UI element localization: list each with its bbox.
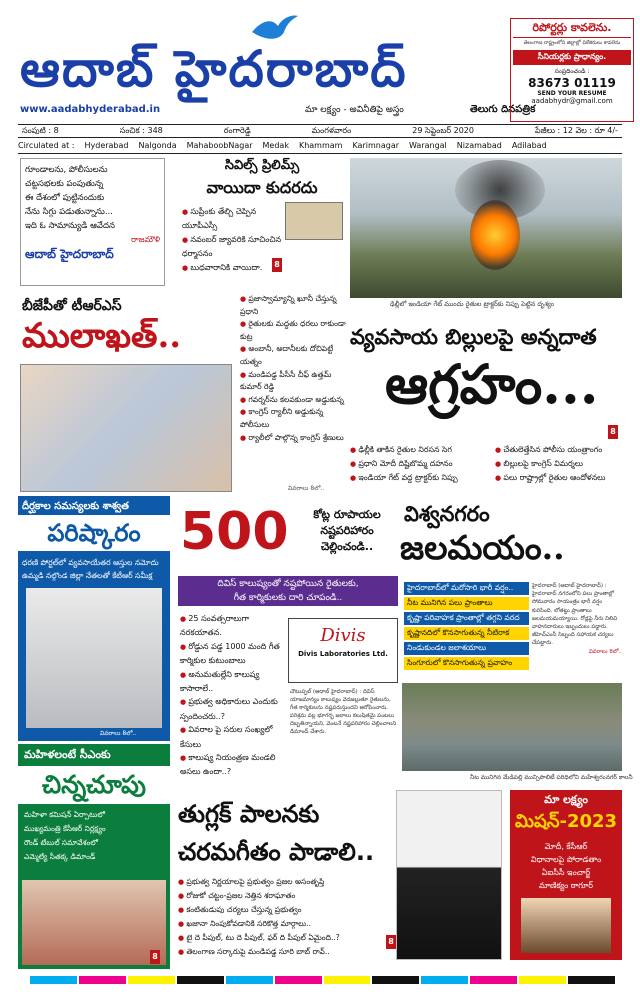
divis-point: ● 25 సంవత్సరాలుగా నరకయాతన.: [180, 612, 290, 640]
farm-points-left: [350, 443, 492, 485]
black-swatch: [568, 976, 615, 984]
magenta-swatch: [79, 976, 126, 984]
farm-point: ● ఇండియా గేట్ వద్ద ట్రాక్టర్‌కు నిప్పు: [350, 471, 492, 485]
ktr-headline: పరిష్కారం: [18, 515, 170, 551]
leader-photo: [396, 790, 502, 960]
divis-point: ● కాలుష్య నియంత్రణ మండలి అసలు ఉందా..?: [180, 751, 290, 779]
poem-signature: రాజమౌళి: [131, 235, 160, 244]
bjp-point: ● కాంగ్రెస్ ర్యాలీని అడ్డుకున్న పోలీసులు: [240, 406, 346, 431]
civils-kicker: సివిల్స్ ప్రిలిమ్స్: [224, 158, 300, 173]
page-8-badge: 8: [608, 425, 618, 439]
poem-brand: ఆదాబ్ హైదరాబాద్: [25, 247, 114, 261]
divis-headline-line: నష్టపరిహారం: [320, 524, 374, 537]
poem-line: గూండాలను, పోలీసులను: [25, 165, 108, 175]
ad-desc: తెలంగాణ రాష్ట్రంలోని జిల్లాల్లో విలేకరులు కావలెను: [523, 40, 621, 46]
manickam-photo: [521, 898, 611, 953]
divis-banner: [178, 576, 398, 606]
mission-line: మోదీ, కేసీఆర్: [544, 842, 588, 851]
tughlaq-point: ● టై దె పీపుల్, టు దె పీపుల్, ఫర్ ది పీపుల్ ఏమైంది..?: [178, 931, 400, 945]
magenta-swatch: [470, 976, 517, 984]
circulation-place: Nalgonda: [138, 141, 177, 150]
pages-price: పేజీలు : 12 వెల : రూ 4/-: [535, 125, 618, 135]
printer-color-bar: [30, 976, 615, 984]
women-sub-line: మహిళా కమిషన్ ఏర్పాటులో: [24, 810, 105, 819]
magenta-swatch: [275, 976, 322, 984]
women-kicker: మహిళలంటే సీఎంకు: [24, 748, 111, 761]
bjp-point: ● అంబానీ, అదానీలకు దోచిపెట్టే యత్నం: [240, 343, 346, 368]
yellow-swatch: [519, 976, 566, 984]
civils-headline: వాయిదా కుదరదు: [206, 178, 318, 197]
rain-more-link[interactable]: వివరాలు 8లో..: [588, 648, 622, 655]
rain-paragraph: [532, 582, 622, 656]
ad-send: SEND YOUR RESUME: [537, 90, 607, 97]
divis-point: ● రోడ్డున పడ్డ 1000 మంది గీత కార్మికుల కుటుంబాలు: [180, 640, 290, 668]
poem-line: ఈ దేశంలో పుట్టినందుకు: [25, 193, 105, 203]
cyan-swatch: [226, 976, 273, 984]
divis-point: ● అనుమతుల్లేని కాలుష్య కాసారాలే..: [180, 668, 290, 696]
women-sub: [24, 808, 169, 864]
mission-line: ఏఐసీసీ ఇంచార్జ్: [541, 868, 591, 877]
circulation-place: MahaboobNagar: [186, 141, 253, 150]
cyan-swatch: [30, 976, 77, 984]
tagline: మా లక్ష్యం - అవినీతిపై అస్త్రం: [305, 105, 404, 115]
farm-point: ● ఢిల్లీకి తాకిన రైతుల నిరసన సెగ: [350, 443, 492, 457]
civils-point: ● నవంబర్ జ్యావరికి సూచించిన ధర్మాసనం: [182, 233, 282, 261]
mission-2023-box: [510, 790, 622, 960]
day: మంగళవారం: [311, 125, 352, 135]
ktr-more-link[interactable]: వివరాలు 8లో..: [100, 730, 137, 737]
ktr-kicker: దీర్ఘకాల సమస్యలకు శాశ్వత: [22, 501, 129, 512]
civils-point: ● సుప్రీంకు తేల్చి చెప్పిన యూపీఎస్సీ: [182, 205, 282, 233]
poem-line: నేను సిగ్గు పడుతున్నాను...: [25, 207, 113, 217]
ktr-sub: [22, 556, 167, 582]
supreme-court-image: [285, 202, 343, 240]
mission-line: విధానాలపై పోరాడతాం: [530, 855, 602, 864]
poem-box: [20, 158, 165, 286]
divis-company: Divis Laboratories Ltd.: [298, 650, 388, 658]
circulation-place: Medak: [262, 141, 289, 150]
cyan-swatch: [421, 976, 468, 984]
ad-highlight: సీనియర్లకు ప్రాధాన్యం.: [513, 50, 631, 65]
farm-point: ● చేతులెత్తేసిన పోలీసు యంత్రాంగం: [495, 443, 630, 457]
fire-shape: [470, 200, 520, 270]
rain-kicker: విశ్వనగరం: [404, 502, 490, 526]
divis-headline-line: కోట్ల రూపాయల: [313, 508, 381, 521]
divis-points: [180, 612, 290, 779]
paper-type: తెలుగు దినపత్రిక: [470, 104, 536, 115]
bjp-headline: ములాఖత్..: [22, 316, 182, 356]
tughlaq-point: ● రోజుకో చట్టం-ప్రజల నెత్తిన శరాఘాతం: [178, 889, 400, 903]
rain-rows: [404, 580, 529, 672]
reporters-wanted-ad: [510, 18, 634, 122]
farm-point: ● బిల్లులపై కాంగ్రెస్ విమర్శలు: [495, 457, 630, 471]
volume: సంపుటి : 8: [22, 125, 59, 135]
bjp-point: ● గవర్నర్‌ను కలవకుండా అడ్డుకున్న: [240, 394, 346, 407]
rain-row: హైదరాబాద్‌లో మరోసారి భారీ వర్షం..: [404, 582, 529, 595]
divis-logo-text: Divis: [320, 625, 366, 646]
tughlaq-point: ● తెలంగాణ సర్కారుపై మండిపడ్డ సూరి బాబ్ రావ్..: [178, 945, 400, 959]
bjp-point: ● మండిపడ్డ పీసీసీ చీఫ్ ఉత్తమ్ కుమార్ రెడ్డి: [240, 369, 346, 394]
issue: సంచిక : 348: [119, 125, 163, 135]
page-8-badge: 8: [150, 950, 160, 964]
mission-headline: మిషన్-2023: [514, 811, 618, 832]
page-8-badge: 8: [386, 935, 396, 949]
women-sub-line: ముఖ్యమంత్రి కేసీఆర్ నిర్లక్ష్యం: [24, 824, 106, 833]
bjp-point: ● రైతులకు మద్దతు ధరలు రాకుండా కుట్ర: [240, 318, 346, 343]
mission-lines: [510, 840, 622, 892]
rain-row: సింగూరులో కొనసాగుతున్న ప్రవాహం: [404, 657, 529, 670]
mission-line: మాణిక్యం ఠాగూర్: [538, 881, 593, 890]
circulation-place: Adilabad: [511, 141, 547, 150]
divis-point: ● వివరాల పై సరుల సంఖ్యలో కేసులు: [180, 723, 290, 751]
divis-banner-line: గీత కార్మికులకు దారి చూపండి..: [233, 593, 343, 603]
bjp-point: ● ప్రజాస్వామ్యాన్ని ఖూనీ చేస్తున్న ప్రధాని: [240, 293, 346, 318]
women-sub-line: రౌండ్ టేబుల్ సమావేశంలో: [24, 838, 98, 847]
circulation-place: Hyderabad: [84, 141, 129, 150]
farm-point: ● ప్రధాని మోదీ దిష్టిబొమ్మ దహనం: [350, 457, 492, 471]
circulation-label: Circulated at :: [18, 141, 75, 150]
poem-line: చట్టసభలకు పంపుతున్న: [25, 179, 104, 189]
flood-photo: [402, 683, 622, 771]
circulation-place: Warangal: [409, 141, 447, 150]
date: 29 సెప్టెంబర్ 2020: [412, 125, 474, 135]
ktr-photo: [26, 588, 162, 728]
civils-point: ● బుధవారానికి వాయిదా.: [182, 261, 342, 275]
farm-points-right: [495, 443, 630, 485]
black-swatch: [372, 976, 419, 984]
women-sub-line: ఎమ్మెల్యే సీతక్క డిమాండ్: [24, 852, 96, 861]
bjp-points: [240, 293, 346, 444]
poem-line: ఇది ఓ సామాన్యుడి ఆవేదన: [25, 221, 115, 231]
farm-kicker: వ్యవసాయ బిల్లులపై అన్నదాత: [350, 325, 597, 349]
rain-row: నిండుకుండల జలాశయాలు: [404, 642, 529, 655]
tughlaq-point: ● ప్రభుత్వ నిర్ణయాలపై ప్రభుత్వం ప్రజల అసంతృప్తి: [178, 875, 400, 889]
circulation-place: Khammam: [298, 141, 343, 150]
page-8-badge: 8: [272, 258, 282, 272]
ktr-sub-line: ధరణి పోర్టల్‌లో వ్యవసాయేతర ఆస్తుల నమోదు: [22, 558, 159, 567]
ktr-sub-line: ఉమ్మడి నల్గొండ జిల్లా నేతలతో కేటీఆర్ సమీక్ష: [22, 571, 153, 580]
mission-kicker: మా లక్ష్యం: [544, 793, 588, 806]
rain-row: కృష్ణా పరివాహక ప్రాంతాల్లో తగ్గని వరద: [404, 612, 529, 625]
farm-point: ● పలు రాష్ట్రాల్లో రైతుల ఆందోళనలు: [495, 471, 630, 485]
tractor-caption: ఢిల్లీలో ఇండియా గేట్ ముందు రైతుల ట్రాక్టర్‌కు నిప్పు పెట్టిన దృశ్యం: [390, 300, 555, 308]
divis-logo: [288, 618, 398, 683]
rain-para-text: హైదరాబాద్ (ఆదాబ్ హైదరాబాద్) : హైదరాబాద్ నగరంలోని పలు ప్రాంతాల్లో సోమవారం సాయంత్రం భారీ వర్షం కురిసింది. లోతట్టు ప్రాంతాలు జలమయమయ్యాయి. రోడ్లపై నీరు నిలిచి వాహనదారులు ఇబ్బందులు పడ్డారు. జీహెచ్ఎంసీ సిబ్బంది సహాయక చర్యలు చేపట్టారు.: [532, 583, 618, 647]
ad-phone: 83673 01119: [528, 76, 616, 90]
circulation-bar: [18, 141, 622, 150]
rain-row: కృష్ణానదిలో కొనసాగుతున్న నీటిరాక: [404, 627, 529, 640]
divis-banner-line: దివిస్ కాలుష్యంతో నష్టపోయిన రైతులకు,: [217, 579, 359, 589]
rain-headline: జలమయం..: [400, 528, 565, 567]
ad-email: aadabhydr@gmail.com: [531, 97, 613, 105]
tughlaq-point: ● కంటితుడుపు చర్యలు చేస్తున్న ప్రభుత్వం: [178, 903, 400, 917]
ad-heading: రిపోర్టర్లు కావలెను.: [513, 21, 631, 38]
women-headline: చిన్నచూపు: [18, 766, 170, 804]
divis-point: ● ప్రభుత్వ అధికారులు ఎందుకు స్పందించరు..?: [180, 695, 290, 723]
yellow-swatch: [128, 976, 175, 984]
black-swatch: [177, 976, 224, 984]
tughlaq-headline-2: చరమగీతం పాడాలి..: [178, 838, 375, 866]
rain-row: నీట మునిగిన పలు ప్రాంతాలు: [404, 597, 529, 610]
ad-contact-label: సంప్రదించండి :: [554, 68, 590, 75]
tughlaq-points: [178, 875, 400, 959]
amount-500: 500: [180, 502, 289, 562]
masthead-title: ఆదాబ్ హైదరాబాద్: [20, 39, 408, 98]
divis-paragraph: చౌటుప్పల్ (ఆదాబ్ హైదరాబాద్) : దివిస్ యాజమాన్యం కాలుష్యం వెదజల్లుతూ రైతులను, గీత కార్మికులను నష్టపరుస్తుందని ఆరోపించారు. పరిశ్రమ వల్ల భూగర్భ జలాలు కలుషితమై పంటలు దెబ్బతిన్నాయని, వెంటనే నష్టపరిహారం చెల్లించాలని డిమాండ్ చేశారు.: [290, 689, 397, 735]
yellow-swatch: [324, 976, 371, 984]
flood-caption: నీట మునిగిన మేడిపల్లి మున్సిపాలిటీ పరిధిలోని మహేశ్వరంనగర్ కాలనీ: [470, 774, 633, 781]
circulation-place: Nizamabad: [456, 141, 502, 150]
divider: [18, 153, 622, 154]
seethakka-photo: [22, 880, 166, 965]
dateline: [18, 124, 622, 138]
bjp-more-link[interactable]: వివరాలు 8లో..: [288, 485, 325, 492]
tughlaq-point: ● ఖజానా నింపుకోవడానికి సరికొత్త మార్గాలు..: [178, 917, 400, 931]
circulation-place: Karimnagar: [352, 141, 400, 150]
divis-headline-line: చెల్లించండి..: [320, 540, 374, 553]
farm-headline: ఆగ్రహం...: [385, 352, 599, 416]
tughlaq-headline-1: తుగ్లక్ పాలనకు: [178, 800, 320, 828]
bjp-kicker: బీజేపీతో టీఆర్ఎస్: [22, 298, 122, 314]
congress-rally-photo: [20, 364, 232, 492]
place: రంగారెడ్డి: [223, 125, 251, 135]
divis-headline: [292, 507, 402, 555]
website-url[interactable]: www.aadabhyderabad.in: [20, 104, 161, 115]
bjp-point: ● ర్యాలీలో పాల్గొన్న కాంగ్రెస్ శ్రేణులు: [240, 432, 346, 445]
